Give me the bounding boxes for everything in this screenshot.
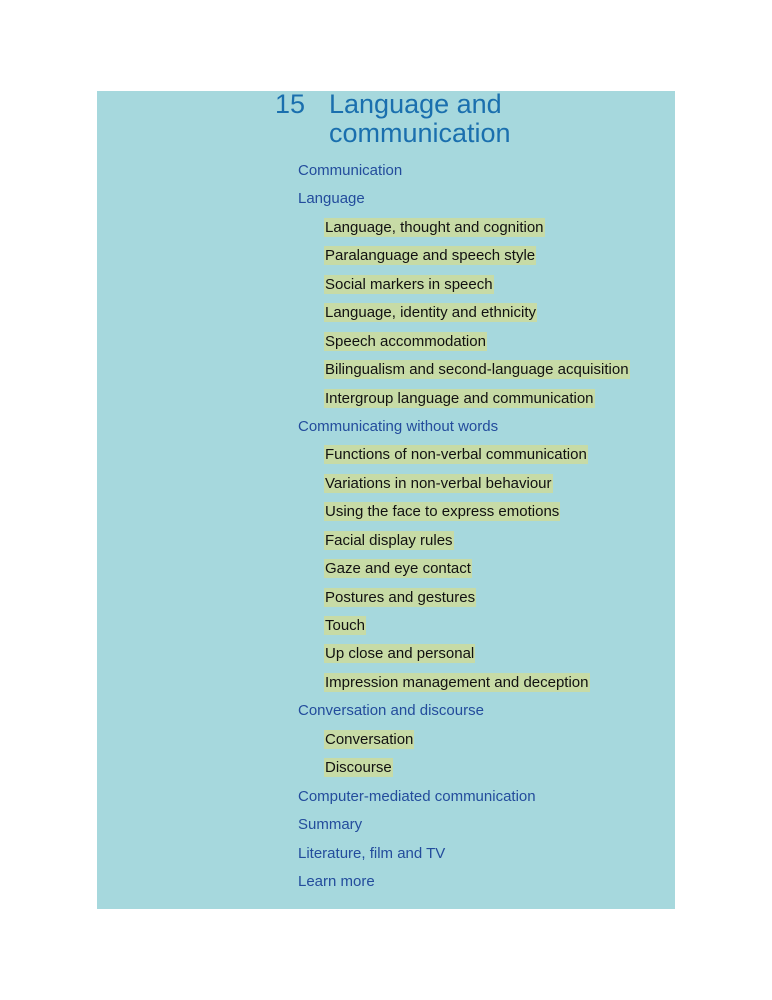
- toc-entry-label: Discourse: [325, 759, 392, 777]
- toc-entry-label: Up close and personal: [325, 645, 475, 663]
- chapter-title: Language and communication: [329, 89, 511, 148]
- toc-entry-label: Conversation and discourse: [298, 702, 484, 720]
- toc-entry-label: Bilingualism and second-language acquisition: [325, 361, 629, 379]
- toc-subsection-link[interactable]: [0, 441, 772, 469]
- toc-entry-label: Intergroup language and communication: [325, 389, 594, 407]
- toc-section-link[interactable]: [0, 413, 772, 441]
- toc-entry-label: Summary: [298, 816, 363, 834]
- chapter-number: 15: [275, 89, 306, 119]
- toc-entry-label: Social markers in speech: [325, 275, 493, 293]
- toc-subsection-link[interactable]: [0, 299, 772, 327]
- toc-entry-label: Speech accommodation: [325, 332, 486, 350]
- toc-entry-label: Communicating without words: [298, 417, 499, 435]
- toc-subsection-link[interactable]: [0, 385, 772, 413]
- toc-entry-label: Gaze and eye contact: [325, 560, 471, 578]
- toc-entry-label: Paralanguage and speech style: [325, 247, 536, 265]
- toc-entry-label: Language, identity and ethnicity: [325, 304, 536, 322]
- table-of-contents: [0, 157, 772, 896]
- toc-entry-label: Using the face to express emotions: [325, 503, 560, 521]
- toc-subsection-link[interactable]: [0, 242, 772, 270]
- toc-section-link[interactable]: [0, 185, 772, 213]
- toc-subsection-link[interactable]: [0, 584, 772, 612]
- toc-section-link[interactable]: [0, 697, 772, 725]
- toc-entry-label: Literature, film and TV: [298, 844, 446, 862]
- toc-subsection-link[interactable]: [0, 328, 772, 356]
- toc-subsection-link[interactable]: [0, 640, 772, 668]
- toc-subsection-link[interactable]: [0, 612, 772, 640]
- toc-entry-label: Language, thought and cognition: [325, 218, 544, 236]
- toc-subsection-link[interactable]: [0, 555, 772, 583]
- toc-entry-label: Communication: [298, 162, 403, 179]
- toc-subsection-link[interactable]: [0, 527, 772, 555]
- toc-entry-label: Language: [298, 190, 365, 208]
- toc-entry-label: Learn more: [298, 872, 375, 890]
- toc-entry-label: Conversation: [325, 730, 414, 748]
- toc-section-link[interactable]: [0, 157, 772, 185]
- toc-subsection-link[interactable]: [0, 214, 772, 242]
- toc-section-link[interactable]: [0, 868, 772, 896]
- toc-entry-label: Touch: [325, 617, 366, 634]
- toc-subsection-link[interactable]: [0, 356, 772, 384]
- toc-entry-label: Postures and gestures: [325, 588, 476, 606]
- toc-subsection-link[interactable]: [0, 498, 772, 526]
- toc-entry-label: Impression management and deception: [325, 673, 589, 691]
- toc-section-link[interactable]: [0, 840, 772, 868]
- toc-entry-label: Variations in non-verbal behaviour: [325, 474, 552, 492]
- toc-entry-label: Computer-mediated communication: [298, 787, 536, 805]
- toc-subsection-link[interactable]: [0, 669, 772, 697]
- toc-subsection-link[interactable]: [0, 726, 772, 754]
- toc-entry-label: Facial display rules: [325, 531, 453, 549]
- toc-subsection-link[interactable]: [0, 271, 772, 299]
- toc-subsection-link[interactable]: [0, 754, 772, 782]
- toc-section-link[interactable]: [0, 811, 772, 839]
- toc-entry-label: Functions of non-verbal communication: [325, 446, 587, 464]
- toc-subsection-link[interactable]: [0, 470, 772, 498]
- toc-section-link[interactable]: [0, 783, 772, 811]
